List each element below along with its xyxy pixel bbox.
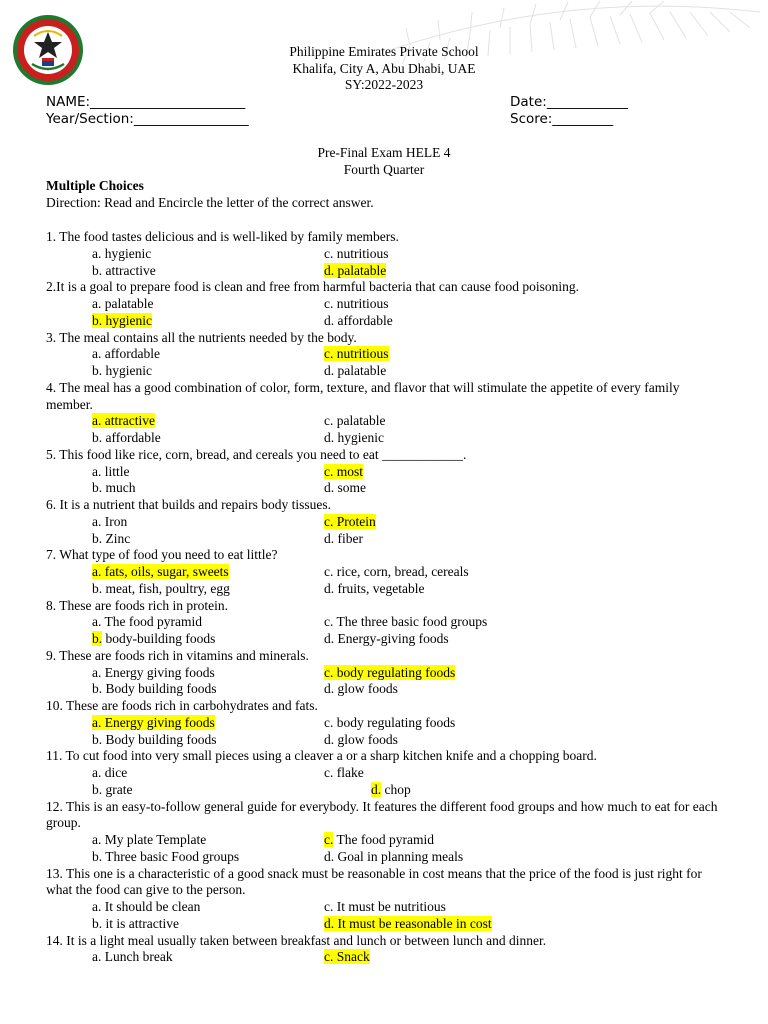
option-b: b. much xyxy=(92,480,136,496)
option-b: b. meat, fish, poultry, egg xyxy=(92,580,230,596)
option-d: d. fiber xyxy=(324,530,363,546)
option-a-highlighted: a. attractive xyxy=(92,413,155,429)
option-c-highlighted: c. body regulating foods xyxy=(324,664,456,680)
year-section-field: Year/Section:_________________ xyxy=(46,111,249,127)
exam-title: Pre-Final Exam HELE 4 xyxy=(317,145,451,160)
option-d-highlighted: d. It must be reasonable in cost xyxy=(324,915,492,931)
option-d: d. fruits, vegetable xyxy=(324,580,425,596)
question-2 xyxy=(46,279,726,329)
option-c-text: The food pyramid xyxy=(333,832,434,847)
question-11 xyxy=(46,748,726,798)
option-a-highlighted: a. fats, oils, sugar, sweets xyxy=(92,564,229,579)
question-stem: 5. This food like rice, corn, bread, and cereals you need to eat ____________. xyxy=(46,446,467,462)
option-b: b. Body building foods xyxy=(92,681,217,697)
option-d: d. Goal in planning meals xyxy=(324,848,464,864)
option-c-highlighted: c. Snack xyxy=(324,949,370,965)
date-field: Date:____________ xyxy=(510,94,628,110)
question-stem: 14. It is a light meal usually taken between breakfast and lunch or between lunch and dinner. xyxy=(46,932,547,948)
option-c: c. nutritious xyxy=(324,245,389,261)
school-header xyxy=(0,44,768,94)
question-7 xyxy=(46,547,726,597)
option-b: b. Body building foods xyxy=(92,731,217,747)
option-b: b. attractive xyxy=(92,262,156,278)
option-d-highlighted: d. palatable xyxy=(324,262,387,278)
question-1 xyxy=(46,229,726,279)
option-a: a. Iron xyxy=(92,513,128,529)
option-a: a. My plate Template xyxy=(92,832,207,847)
option-d: d. affordable xyxy=(324,312,393,328)
question-stem: 10. These are foods rich in carbohydrates and fats. xyxy=(46,698,318,713)
name-field: NAME:_______________________ xyxy=(46,94,246,110)
option-a: a. hygienic xyxy=(92,245,152,261)
option-c-highlighted: c. nutritious xyxy=(324,346,389,362)
question-list xyxy=(46,229,726,966)
question-stem: 1. The food tastes delicious and is well-liked by family members. xyxy=(46,229,399,244)
option-d: d. palatable xyxy=(324,363,387,378)
question-stem: 2.It is a goal to prepare food is clean and free from harmful bacteria that can cause food poisoning. xyxy=(46,279,580,295)
direction-text: Direction: Read and Encircle the letter of the correct answer. xyxy=(46,195,374,210)
question-13 xyxy=(46,866,726,933)
option-d: d. some xyxy=(324,480,366,496)
option-b-highlighted: b. hygienic xyxy=(92,312,152,328)
option-d-letter-highlighted: d. xyxy=(371,781,382,797)
question-10 xyxy=(46,698,726,748)
option-a: a. affordable xyxy=(92,346,160,362)
option-c: c. It must be nutritious xyxy=(324,899,446,914)
option-a: a. dice xyxy=(92,765,128,780)
option-b: b. grate xyxy=(92,781,133,797)
question-stem: 6. It is a nutrient that builds and repairs body tissues. xyxy=(46,497,331,512)
option-a: a. Lunch break xyxy=(92,949,173,965)
question-9 xyxy=(46,648,726,698)
option-b: b. it is attractive xyxy=(92,915,179,931)
question-12 xyxy=(46,799,726,866)
option-b-letter-highlighted: b. xyxy=(92,631,103,646)
question-8 xyxy=(46,598,726,648)
question-stem: 11. To cut food into very small pieces using a cleaver a or a sharp kitchen knife and a chopping board. xyxy=(46,748,597,764)
option-d: d. Energy-giving foods xyxy=(324,631,449,646)
option-c-highlighted: c. most xyxy=(324,463,363,479)
option-d: d. hygienic xyxy=(324,430,384,445)
question-4 xyxy=(46,380,726,447)
option-d: d. glow foods xyxy=(324,681,398,697)
option-b: b. hygienic xyxy=(92,363,152,378)
exam-title-block xyxy=(0,145,768,178)
option-b: b. affordable xyxy=(92,430,161,445)
option-b: b. Zinc xyxy=(92,530,131,546)
option-c-highlighted: c. Protein xyxy=(324,513,376,529)
question-stem: 4. The meal has a good combination of color, form, texture, and flavor that will stimulate the appetite of every family member. xyxy=(46,379,680,412)
option-d: d. glow foods xyxy=(324,731,398,747)
question-14 xyxy=(46,933,726,967)
question-5 xyxy=(46,447,726,497)
option-c: c. nutritious xyxy=(324,296,389,311)
option-d-text: chop xyxy=(381,781,411,797)
section-title: Multiple Choices xyxy=(46,178,144,193)
question-stem: 8. These are foods rich in protein. xyxy=(46,597,228,613)
option-a: a. It should be clean xyxy=(92,899,201,914)
question-stem: 9. These are foods rich in vitamins and minerals. xyxy=(46,647,309,663)
option-a: a. little xyxy=(92,463,130,479)
school-name: Philippine Emirates Private School xyxy=(289,44,479,59)
school-address: Khalifa, City A, Abu Dhabi, UAE xyxy=(292,60,476,76)
option-c: c. palatable xyxy=(324,413,386,429)
option-b: b. Three basic Food groups xyxy=(92,848,240,864)
option-a: a. Energy giving foods xyxy=(92,664,215,680)
option-c: c. body regulating foods xyxy=(324,714,456,730)
question-stem: 13. This one is a characteristic of a good snack must be reasonable in cost means that the price of the food is just right for what the food can give to the person. xyxy=(46,865,702,898)
option-a: a. palatable xyxy=(92,296,154,311)
question-stem: 7. What type of food you need to eat little? xyxy=(46,547,278,563)
question-stem: 12. This is an easy-to-follow general guide for everybody. It features the different food groups and how much to eat for each group. xyxy=(46,798,718,831)
school-year: SY:2022-2023 xyxy=(344,77,424,92)
question-6 xyxy=(46,497,726,547)
score-field: Score:_________ xyxy=(510,111,614,127)
question-3 xyxy=(46,330,726,380)
option-c: c. The three basic food groups xyxy=(324,614,488,630)
option-c: c. rice, corn, bread, cereals xyxy=(324,564,469,579)
exam-quarter: Fourth Quarter xyxy=(343,161,425,177)
option-c: c. flake xyxy=(324,765,364,780)
option-b-text: body-building foods xyxy=(102,631,216,646)
option-a-highlighted: a. Energy giving foods xyxy=(92,714,215,730)
option-a: a. The food pyramid xyxy=(92,614,202,630)
question-stem: 3. The meal contains all the nutrients needed by the body. xyxy=(46,329,357,345)
option-c-letter-highlighted: c. xyxy=(324,832,334,847)
